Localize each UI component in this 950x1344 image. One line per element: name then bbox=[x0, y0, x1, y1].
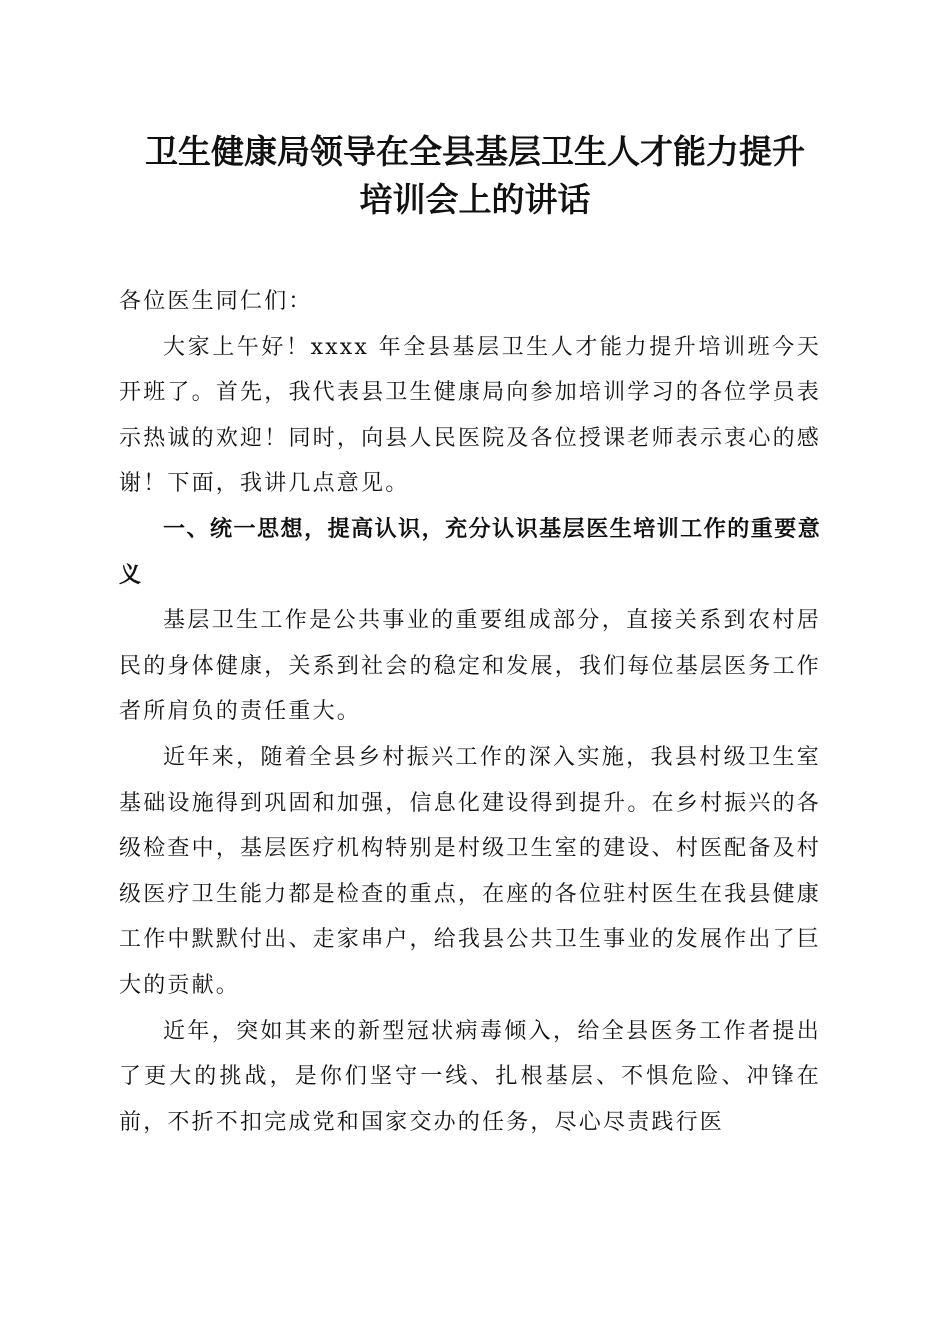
title-line-1: 卫生健康局领导在全县基层卫生人才能力提升 bbox=[145, 132, 805, 171]
document-body bbox=[119, 279, 821, 1145]
paragraph-opening: 大家上午好！xxxx 年全县基层卫生人才能力提升培训班今天开班了。首先，我代表县卫生健康局向参加培训学习的各位学员表示热诚的欢迎！同时，向县人民医院及各位授课老师表示衷心的感谢！下面，我讲几点意见。 bbox=[119, 334, 821, 497]
section-heading-1: 一、统一思想，提高认识，充分认识基层医生培训工作的重要意义 bbox=[119, 516, 821, 588]
salutation: 各位医生同仁们： bbox=[119, 289, 313, 314]
title-line-2: 培训会上的讲话 bbox=[359, 180, 591, 219]
paragraph-rural-revitalization: 近年来，随着全县乡村振兴工作的深入实施，我县村级卫生室基础设施得到巩固和加强，信息化建设得到提升。在乡村振兴的各级检查中，基层医疗机构特别是村级卫生室的建设、村医配备及村级医疗卫生能力都是检查的重点，在座的各位驻村医生在我县健康工作中默默付出、走家串户，给我县公共卫生事业的发展作出了巨大的贡献。 bbox=[119, 744, 821, 998]
document-title bbox=[100, 128, 850, 224]
paragraph-basic-health: 基层卫生工作是公共事业的重要组成部分，直接关系到农村居民的身体健康，关系到社会的稳定和发展，我们每位基层医务工作者所肩负的责任重大。 bbox=[119, 608, 821, 725]
paragraph-covid: 近年，突如其来的新型冠状病毒倾入，给全县医务工作者提出了更大的挑战，是你们坚守一线、扎根基层、不惧危险、冲锋在前，不折不扣完成党和国家交办的任务，尽心尽责践行医 bbox=[119, 1018, 821, 1135]
